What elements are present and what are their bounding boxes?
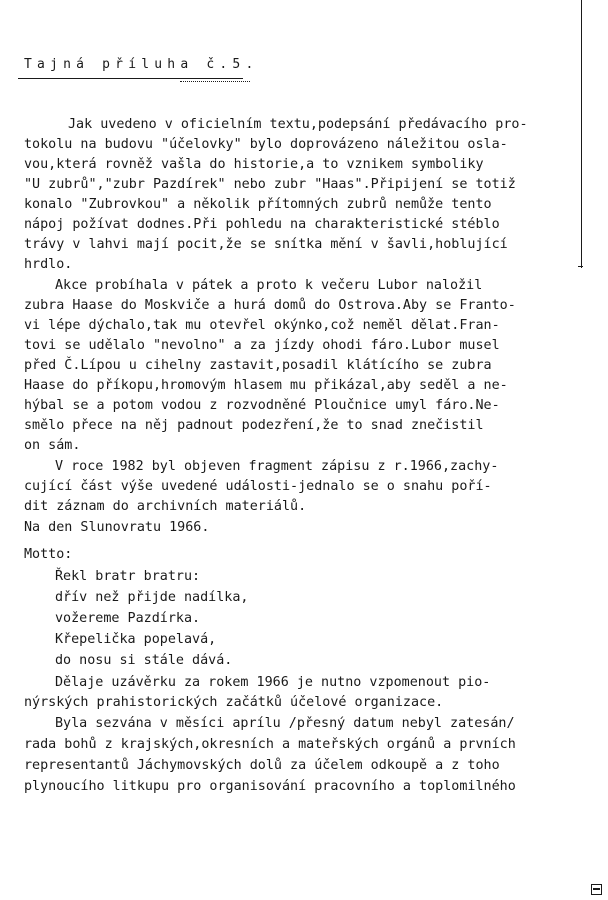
poem-line: dřív než přijde nadílka, <box>55 590 249 605</box>
text-line: dit záznam do archivních materiálů. <box>24 499 307 514</box>
text-line: Haase do příkopu,hromovým hlasem mu přikázal,aby seděl a ne- <box>24 378 508 393</box>
text-line: plynoucího litkupu pro organisování pracovního a toplomilného <box>24 779 516 794</box>
text-line: před Č.Lípou u cihelny zastavit,posadil klátícího se zubra <box>24 358 492 373</box>
text-line: smělo přece na něj padnout podezření,že to snad znečistil <box>24 418 484 433</box>
poem-line: Řekl bratr bratru: <box>55 569 201 584</box>
margin-tick <box>578 266 583 267</box>
text-line: konalo "Zubrovkou" a několik přítomných zubrů nemůže tento <box>24 197 492 212</box>
page-corner-icon <box>591 884 602 895</box>
text-line: zubra Haase do Moskviče a hurá domů do Ostrova.Aby se Franto- <box>24 298 516 313</box>
text-line: hrdlo. <box>24 257 73 272</box>
text-line: Na den Slunovratu 1966. <box>24 520 210 535</box>
title-underline <box>18 78 243 79</box>
text-line: hýbal se a potom vodou z rozvodněné Ploučnice umyl fáro.Ne- <box>24 398 500 413</box>
poem-line: Křepelička popelavá, <box>55 632 217 647</box>
text-line: "U zubrů","zubr Pazdírek" nebo zubr "Haas".Připijení se totiž <box>24 177 516 192</box>
margin-bar <box>581 0 582 268</box>
text-line: Dělaje uzávěrku za rokem 1966 je nutno vzpomenout pio- <box>55 675 491 690</box>
poem-line: vožereme Pazdírka. <box>55 611 201 626</box>
text-line: Jak uvedeno v oficielním textu,podepsání předávacího pro- <box>68 117 528 132</box>
text-line: Byla sezvána v měsíci aprílu /přesný datum nebyl zatesán/ <box>55 716 515 731</box>
title-underline-dotted <box>180 81 250 82</box>
text-line: vi lépe dýchalo,tak mu otevřel okýnko,což neměl dělat.Fran- <box>24 318 500 333</box>
text-line: cující část výše uvedené události-jednalo se o snahu poří- <box>24 479 492 494</box>
poem-line: do nosu si stále dává. <box>55 653 233 668</box>
motto-label: Motto: <box>24 547 73 562</box>
page-title: Tajná příluha č.5. <box>24 57 259 72</box>
text-line: nýrských prahistorických začátků účelové organizace. <box>24 695 444 710</box>
text-line: tokolu na budovu "účelovky" bylo doprovázeno náležitou osla- <box>24 137 508 152</box>
text-line: representantů Jáchymovských dolů za účelem odkoupě a z toho <box>24 758 500 773</box>
text-line: vou,která rovněž vašla do historie,a to vznikem symboliky <box>24 157 484 172</box>
text-line: Akce probíhala v pátek a proto k večeru Lubor naložil <box>55 278 483 293</box>
text-line: tovi se udělalo "nevolno" a za jízdy ohodi fáro.Lubor musel <box>24 338 500 353</box>
text-line: trávy v lahvi mají pocit,že se snítka mění v šavli,hoblující <box>24 237 508 252</box>
text-line: rada bohů z krajských,okresních a mateřských orgánů a prvních <box>24 737 516 752</box>
text-line: on sám. <box>24 438 81 453</box>
text-line: nápoj požívat dodnes.Při pohledu na charakteristické stéblo <box>24 217 500 232</box>
text-line: V roce 1982 byl objeven fragment zápisu z r.1966,zachy- <box>55 459 499 474</box>
